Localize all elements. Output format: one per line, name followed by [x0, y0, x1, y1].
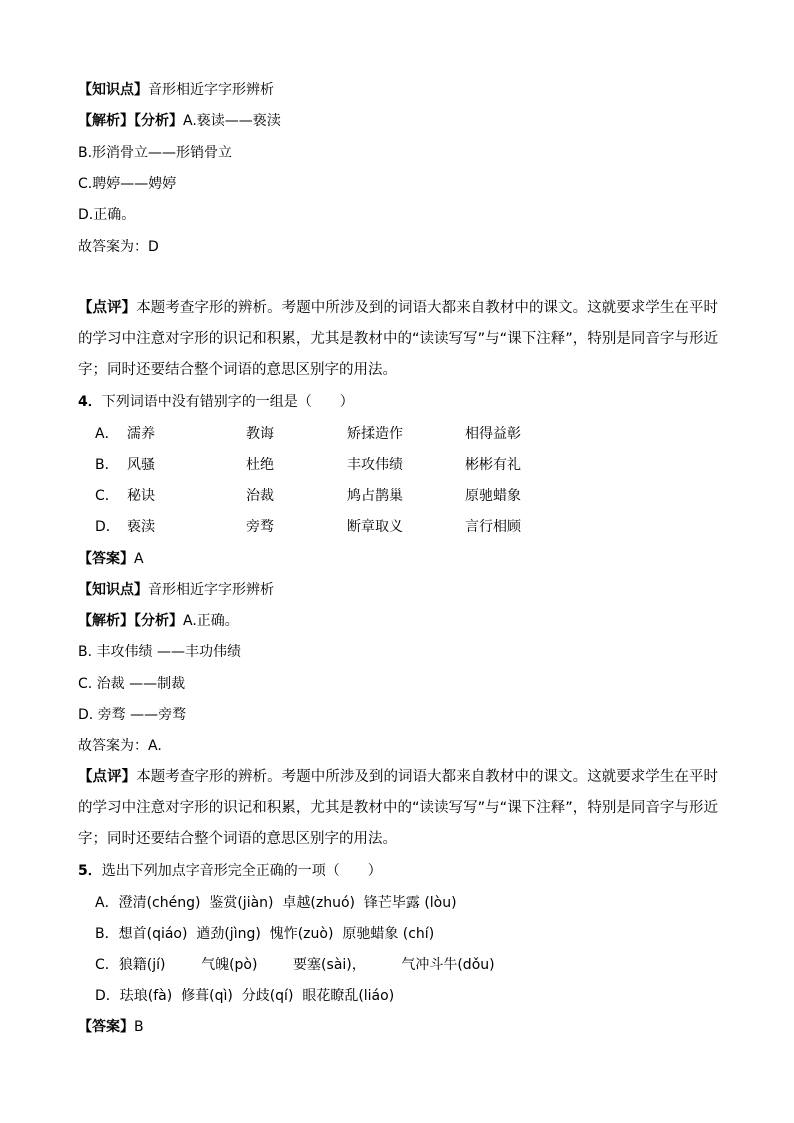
analysis-c: C. 治裁 ——制裁 — [78, 676, 186, 692]
option-word: 彬彬有礼 — [465, 457, 521, 473]
question-stem: 下列词语中没有错别字的一组是（ ） — [101, 394, 354, 410]
option-word: 杜绝 — [246, 457, 274, 473]
answer-label: 【答案】 — [78, 1019, 134, 1035]
comment-paragraph — [78, 762, 718, 855]
answer-value: B — [134, 1019, 144, 1035]
option-word: 濡养 — [127, 426, 155, 442]
analysis-b: B.形消骨立——形销骨立 — [78, 145, 233, 161]
comment-text: 本题考查字形的辨析。考题中所涉及到的词语大都来自教材中的课文。这就要求学生在平时的学习中注意对字形的识记和积累，尤其是教材中的“读读写写”与“课下注释”，特别是同音字与形近字；同时还要结合整个词语的意思区别字的用法。 — [78, 300, 718, 378]
option-row-d — [95, 517, 655, 537]
knowledge-point-text: 音形相近字字形辨析 — [148, 582, 274, 598]
option-word: 言行相顾 — [465, 519, 521, 535]
analysis-a: A.亵读——亵渎 — [183, 113, 281, 129]
fenxi-label: 【分析】 — [134, 613, 183, 629]
answer-line — [78, 549, 144, 569]
option-word: 原驰蜡象 — [465, 488, 521, 504]
option-word: 丰攻伟绩 — [347, 457, 403, 473]
question-5 — [78, 861, 382, 881]
question-number: 5． — [78, 863, 102, 879]
answer-line: 故答案为：D — [78, 239, 159, 255]
knowledge-point-text: 音形相近字字形辨析 — [148, 82, 274, 98]
analysis-line — [78, 111, 281, 131]
analysis-a: A.正确。 — [183, 613, 239, 629]
comment-label: 【点评】 — [78, 769, 137, 785]
knowledge-point-label: 【知识点】 — [78, 582, 148, 598]
answer-line: 故答案为：A. — [78, 738, 162, 754]
option-letter: B． — [95, 457, 119, 473]
answer-line — [78, 1017, 144, 1037]
option-word: 矫揉造作 — [347, 426, 403, 442]
option-d: D．珐琅(fà) 修葺(qì) 分歧(qí) 眼花瞭乱(liáo) — [95, 988, 395, 1004]
option-row-c — [95, 486, 655, 506]
analysis-b: B. 丰攻伟绩 ——丰功伟绩 — [78, 644, 241, 660]
analysis-c: C.聘婷——娉婷 — [78, 176, 177, 192]
knowledge-point-line — [78, 580, 274, 600]
option-c: C．狼籍(jí) 气魄(pò) 要塞(sài)， 气冲斗牛(dǒu) — [95, 957, 495, 973]
option-word: 断章取义 — [347, 519, 403, 535]
option-word: 治裁 — [246, 488, 274, 504]
option-row-b — [95, 455, 655, 475]
option-word: 风骚 — [127, 457, 155, 473]
analysis-label: 【解析】 — [78, 613, 134, 629]
analysis-d: D. 旁骛 ——旁骛 — [78, 707, 187, 723]
fenxi-label: 【分析】 — [134, 113, 183, 129]
answer-value: A — [134, 551, 144, 567]
knowledge-point-line — [78, 80, 274, 100]
option-word: 教诲 — [246, 426, 274, 442]
option-a: A．澄清(chéng) 鉴赏(jiàn) 卓越(zhuó) 锋芒毕露 (lòu) — [95, 895, 457, 911]
option-row-a — [95, 424, 655, 444]
question-stem: 选出下列加点字音形完全正确的一项（ ） — [101, 863, 382, 879]
option-letter: A． — [95, 426, 119, 442]
analysis-d: D.正确。 — [78, 207, 136, 223]
option-letter: C． — [95, 488, 119, 504]
option-word: 旁骛 — [246, 519, 274, 535]
option-letter: D． — [95, 519, 120, 535]
answer-label: 【答案】 — [78, 551, 134, 567]
question-number: 4． — [78, 394, 102, 410]
comment-text: 本题考查字形的辨析。考题中所涉及到的词语大都来自教材中的课文。这就要求学生在平时的学习中注意对字形的识记和积累，尤其是教材中的“读读写写”与“课下注释”，特别是同音字与形近字；同时还要结合整个词语的意思区别字的用法。 — [78, 769, 718, 847]
comment-label: 【点评】 — [78, 300, 137, 316]
analysis-label: 【解析】 — [78, 113, 134, 129]
analysis-line — [78, 611, 239, 631]
comment-paragraph — [78, 293, 718, 386]
knowledge-point-label: 【知识点】 — [78, 82, 148, 98]
option-word: 亵渎 — [127, 519, 155, 535]
question-4 — [78, 392, 354, 412]
option-word: 鸠占鹊巢 — [347, 488, 403, 504]
option-b: B．想首(qiáo) 遒劲(jìng) 愧怍(zuò) 原驰蜡象 (chí) — [95, 926, 435, 942]
option-word: 相得益彰 — [465, 426, 521, 442]
option-word: 秘诀 — [127, 488, 155, 504]
